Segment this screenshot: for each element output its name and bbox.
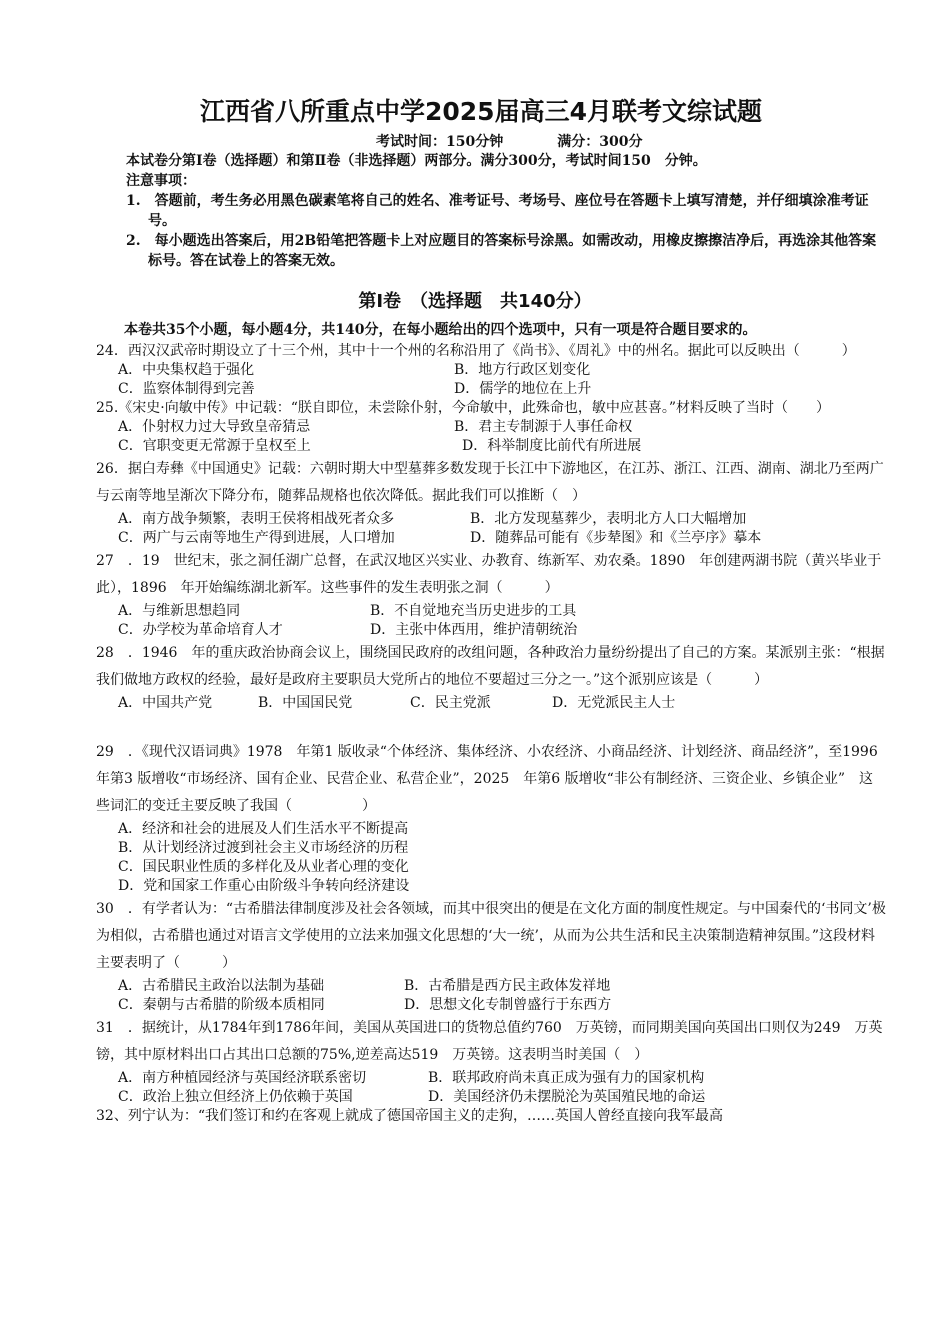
question-26 xyxy=(96,456,886,548)
exam-full-score: 满分：300分 xyxy=(557,134,643,150)
exam-title: 江西省八所重点中学2025届高三4月联考文综试题 xyxy=(200,97,762,126)
question-stem: 26．据白寿彝《中国通史》记载：六朝时期大中型墓葬多数发现于长江中下游地区，在江苏、浙江、江西、湖南、湖北乃至两广与云南等地呈渐次下降分布，随葬品规格也依次降低。据此我们可以推断（ ） xyxy=(96,461,884,504)
option-b: B．君主专制源于人事任命权 xyxy=(454,419,633,435)
option-d: D．随葬品可能有《步辇图》和《兰亭序》摹本 xyxy=(470,530,762,546)
option-a: A．仆射权力过大导致皇帝猜忌 xyxy=(118,419,311,435)
option-b: B．联邦政府尚未真正成为强有力的国家机构 xyxy=(428,1070,705,1086)
question-30 xyxy=(96,896,886,1015)
option-a: A．南方战争频繁，表明王侯将相战死者众多 xyxy=(118,511,395,527)
notice-item-1: 1. 答题前，考生务必用黑色碳素笔将自己的姓名、准考证号、考场号、座位号在答题卡上填写清楚，并仔细填涂准考证号。 xyxy=(126,193,869,229)
question-29 xyxy=(96,739,892,896)
option-c: C．民主党派 xyxy=(410,695,491,711)
option-c: C．两广与云南等地生产得到进展，人口增加 xyxy=(118,530,395,546)
option-a: A．古希腊民主政治以法制为基础 xyxy=(118,978,325,994)
option-d: D．科举制度比前代有所进展 xyxy=(462,438,642,454)
question-stem: 30 ．有学者认为：“古希腊法律制度涉及社会各领域，而其中很突出的便是在文化方面的制度性规定。与中国秦代的‘书同文’极为相似，古希腊也通过对语言文学使用的立法来加强文化思想的‘大一统’，从而为公共生活和民主决策制造精神氛围。”这段材料主要表明了（ ） xyxy=(96,901,886,971)
question-25 xyxy=(96,399,886,456)
section-lead: 本卷共35个小题，每小题4分，共140分，在每小题给出的四个选项中，只有一项是符合题目要求的。 xyxy=(124,322,757,338)
instructions-line: 本试卷分第Ⅰ卷（选择题）和第Ⅱ卷（非选择题）两部分。满分300分，考试时间150 分钟。 xyxy=(126,153,707,169)
question-28 xyxy=(96,640,886,713)
question-stem: 31 ．据统计，从1784年到1786年间，美国从英国进口的货物总值约760 万英镑，而同期美国向英国出口则仅为249 万英镑，其中原材料出口占其出口总额的75%,逆差高达519 万英镑。这表明当时美国（ ） xyxy=(96,1020,883,1063)
option-b: B．古希腊是西方民主政体发祥地 xyxy=(404,978,611,994)
option-c: C．秦朝与古希腊的阶级本质相同 xyxy=(118,997,325,1013)
option-a: A．中国共产党 xyxy=(118,695,213,711)
option-a: A．南方种植园经济与英国经济联系密切 xyxy=(118,1070,367,1086)
option-a: A．中央集权趋于强化 xyxy=(118,362,255,378)
question-stem: 24．西汉汉武帝时期设立了十三个州，其中十一个州的名称沿用了《尚书》、《周礼》中的州名。据此可以反映出（ ） xyxy=(96,343,856,359)
question-stem: 28 ．1946 年的重庆政治协商会议上，围绕国民政府的改组问题，各种政治力量纷纷提出了自己的方案。某派别主张：“根据我们做地方政权的经验，最好是政府主要职员大党所占的地位不要超过三分之一。”这个派别应该是（ ） xyxy=(96,645,885,688)
exam-time: 考试时间：150分钟 xyxy=(376,134,504,150)
question-stem: 32、列宁认为：“我们签订和约在客观上就成了德国帝国主义的走狗，……英国人曾经直接向我军最高 xyxy=(96,1108,723,1124)
option-c: C．监察体制得到完善 xyxy=(118,381,255,397)
option-b: B．从计划经济过渡到社会主义市场经济的历程 xyxy=(118,840,409,856)
question-24 xyxy=(96,342,886,399)
option-d: D．美国经济仍未摆脱沦为英国殖民地的命运 xyxy=(428,1089,706,1105)
exam-meta xyxy=(376,131,642,151)
option-d: D．思想文化专制曾盛行于东西方 xyxy=(404,997,612,1013)
option-d: D．主张中体西用，维护清朝统治 xyxy=(370,622,578,638)
option-d: D．无党派民主人士 xyxy=(552,695,676,711)
question-27 xyxy=(96,548,886,640)
question-stem: 27 ．19 世纪末，张之洞任湖广总督，在武汉地区兴实业、办教育、练新军、劝农桑。1890 年创建两湖书院（黄兴毕业于此），1896 年开始编练湖北新军。这些事件的发生表明张之洞（ ） xyxy=(96,553,882,596)
option-b: B．地方行政区划变化 xyxy=(454,362,591,378)
question-list xyxy=(96,321,892,1126)
question-stem: 29 ．《现代汉语词典》1978 年第1 版收录“个体经济、集体经济、小农经济、小商品经济、计划经济、商品经济”，至1996 年第3 版增收“市场经济、国有企业、民营企业、私营企业”，2025 年第6 版增收“非公有制经济、三资企业、乡镇企业” 这些词汇的变迁主要反映了我国（ ） xyxy=(96,744,892,814)
question-32 xyxy=(96,1107,886,1126)
option-b: B．不自觉地充当历史进步的工具 xyxy=(370,603,577,619)
option-b: B．中国国民党 xyxy=(258,695,353,711)
exam-instructions xyxy=(126,151,886,271)
option-d: D．儒学的地位在上升 xyxy=(454,381,592,397)
section-title: 第Ⅰ卷 （选择题 共140分） xyxy=(358,291,592,312)
notice-label: 注意事项： xyxy=(126,173,196,189)
option-c: C．官职变更无常源于皇权至上 xyxy=(118,438,311,454)
option-a: A．经济和社会的进展及人们生活水平不断提高 xyxy=(118,821,409,837)
option-c: C．国民职业性质的多样化及从业者心理的变化 xyxy=(118,859,409,875)
question-stem: 25.《宋史·向敏中传》中记载：“朕自即位，未尝除仆射，今命敏中，此殊命也，敏中应甚喜。”材料反映了当时（ ） xyxy=(96,400,831,416)
option-d: D．党和国家工作重心由阶级斗争转向经济建设 xyxy=(118,878,410,894)
option-c: C．政治上独立但经济上仍依赖于英国 xyxy=(118,1089,353,1105)
option-a: A．与维新思想趋同 xyxy=(118,603,241,619)
question-31 xyxy=(96,1015,886,1107)
option-b: B．北方发现墓葬少，表明北方人口大幅增加 xyxy=(470,511,747,527)
notice-item-2: 2. 每小题选出答案后，用2B铅笔把答题卡上对应题目的答案标号涂黑。如需改动，用橡皮擦擦洁净后，再选涂其他答案标号。答在试卷上的答案无效。 xyxy=(126,233,877,269)
option-c: C．办学校为革命培育人才 xyxy=(118,622,283,638)
